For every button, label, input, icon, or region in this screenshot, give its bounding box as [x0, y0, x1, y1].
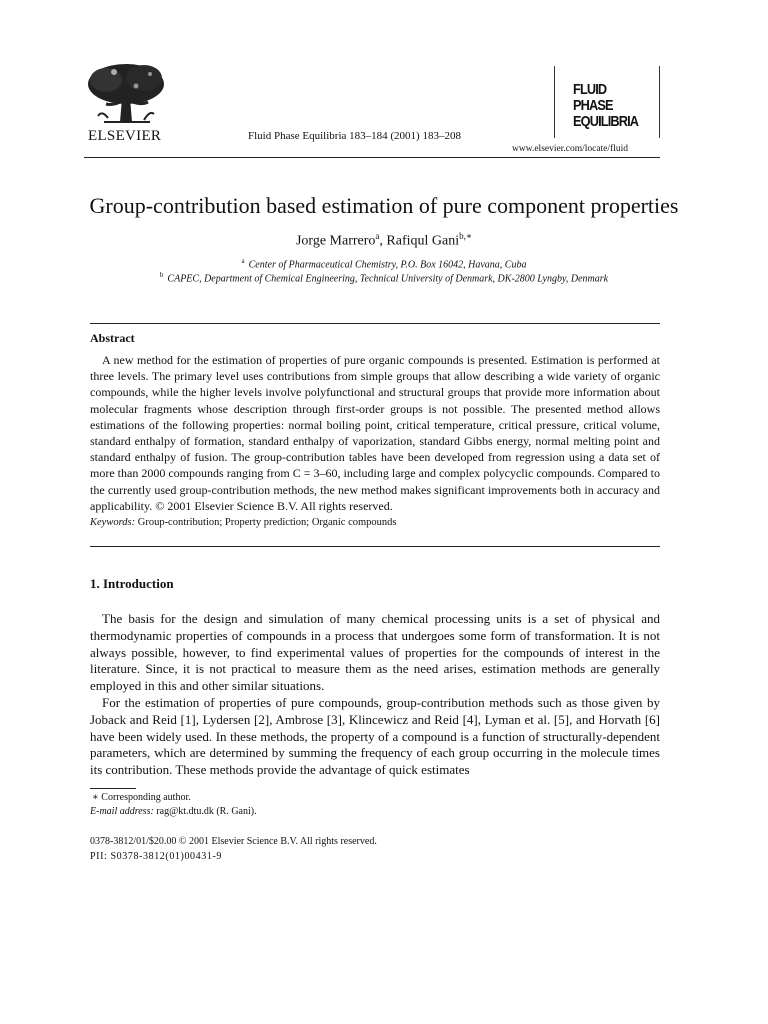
author-affil-mark: a	[375, 231, 380, 241]
keywords-label: Keywords:	[90, 517, 136, 528]
journal-logo-line-2: EQUILIBRIA	[573, 113, 639, 130]
keywords-list: Group-contribution; Property prediction; Organic compounds	[135, 517, 397, 528]
author-name: Rafiqul Gani	[386, 233, 460, 249]
article-title: Group-contribution based estimation of pure component properties	[89, 193, 679, 218]
journal-url[interactable]: www.elsevier.com/locate/fluid	[512, 144, 628, 154]
pii-line: PII: S0378-3812(01)00431-9	[90, 851, 222, 862]
affiliation-mark: a	[241, 257, 245, 265]
keywords-line	[90, 517, 397, 528]
affiliation-a	[0, 257, 768, 270]
section-heading-introduction: 1. Introduction	[90, 576, 174, 591]
abstract-bottom-rule	[90, 546, 660, 547]
elsevier-tree-logo	[84, 62, 168, 128]
author-separator: ,	[379, 233, 387, 249]
footnote-email	[90, 806, 257, 817]
author-name: Jorge Marrero	[295, 233, 376, 249]
journal-logo	[573, 82, 646, 130]
tree-icon	[84, 62, 168, 128]
abstract-body: A new method for the estimation of properties of pure organic compounds is presented. Estimation is performed at three levels. The primary level uses contributions from simple groups that allow describing a wide variety of organic compounds, while the higher levels involve polyfunctional and structural groups that provide more information about molecular fragments whose description through first-order groups is not possible. The presented method allows estimations of the following properties: normal boiling point, critical temperature, critical pressure, critical volume, standard enthalpy of formation, standard enthalpy of vaporization, standard Gibbs energy, normal melting point and standard enthalpy of fusion. The group-contribution tables have been developed from regression using a data set of more than 2000 compounds ranging from C = 3–60, including large and complex polycyclic compounds. Compared to the currently used group-contribution methods, the new method makes significant improvements both in accuracy and applicability. © 2001 Elsevier Science B.V. All rights reserved.	[90, 353, 660, 513]
footnote-rule	[90, 788, 136, 789]
publisher-name: ELSEVIER	[88, 128, 162, 144]
footnote-corresponding-author: ∗ Corresponding author.	[92, 792, 191, 803]
abstract-top-rule	[90, 323, 660, 324]
author-affil-mark: b,∗	[459, 231, 473, 241]
intro-paragraph-2: For the estimation of properties of pure compounds, group-contribution methods such as those given by Joback and Reid [1], Lydersen [2], Ambrose [3], Klincewicz and Reid [4], Lyman et al. [5], and Horvath [6] have been widely used. In these methods, the property of a compound is a function of structurally-dependent parameters, which are determined by summing the frequency of each group occurring in the molecule times its contribution. These methods provide the advantage of quick estimates	[90, 695, 660, 778]
affiliation-text: Center of Pharmaceutical Chemistry, P.O. Box 16042, Havana, Cuba	[248, 259, 527, 271]
email-label: E-mail address:	[90, 806, 154, 817]
affiliation-b	[0, 271, 768, 284]
email-address[interactable]: rag@kt.dtu.dk (R. Gani).	[153, 806, 257, 817]
journal-logo-line-1: FLUID PHASE	[573, 81, 613, 114]
header-divider	[84, 157, 660, 158]
abstract-heading: Abstract	[90, 331, 135, 345]
journal-logo-box	[554, 66, 660, 138]
intro-paragraph-1: The basis for the design and simulation of many chemical processing units is a set of physical and thermodynamic properties of compounds in a process that undergoes some form of transformation. It is not always possible, however, to find experimental values of properties for the compounds of interest in the literature. Since, it is not practical to measure them as the need arises, estimation methods are generally employed in this and other similar situations.	[90, 611, 660, 694]
affiliation-mark: b	[159, 271, 164, 279]
affiliation-text: CAPEC, Department of Chemical Engineering, Technical University of Denmark, DK-2800 Lyngby, Denmark	[167, 273, 609, 285]
copyright-line: 0378-3812/01/$20.00 © 2001 Elsevier Science B.V. All rights reserved.	[90, 836, 377, 847]
journal-citation: Fluid Phase Equilibria 183–184 (2001) 183–208	[248, 130, 461, 142]
author-list	[0, 231, 768, 250]
